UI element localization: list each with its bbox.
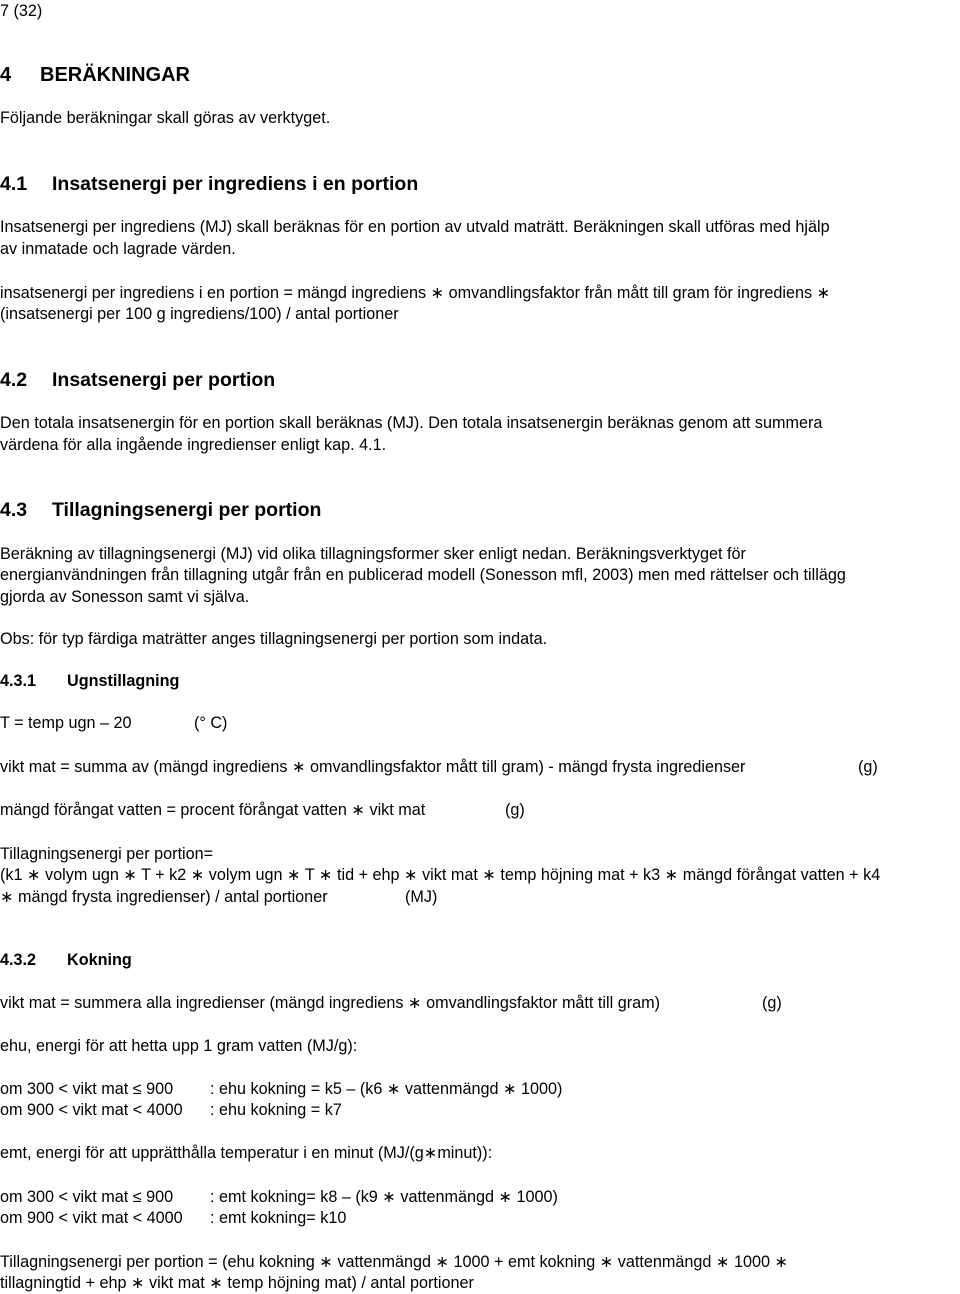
ehu-label: ehu, energi för att hetta upp 1 gram vatten (MJ/g): [0,1037,358,1055]
energy-formula-line: (k1 ∗ volym ugn ∗ T + k2 ∗ volym ugn ∗ T ∗ tid + ehp ∗ vikt mat ∗ temp höjning mat + k3 ∗ mängd förångat vatten + k4 [0,866,881,884]
obs-note: Obs: för typ färdiga maträtter anges tillagningsenergi per portion som indata. [0,630,548,648]
section-4-2-heading [0,368,275,392]
paragraph-line: värdena för alla ingående ingredienser enligt kap. 4.1. [0,436,387,454]
section-4-3-heading [0,498,321,522]
paragraph-line: Den totala insatsenergin för en portion skall beräknas (MJ). Den totala insatsenergin beräknas genom att summera [0,414,823,432]
section-number: 4.3 [0,499,28,521]
forangat-unit: (g) [505,801,525,819]
paragraph-line: gjorda av Sonesson samt vi själva. [0,588,250,606]
section-4-intro: Följande beräkningar skall göras av verktyget. [0,109,331,127]
vikt-mat-formula: vikt mat = summa av (mängd ingrediens ∗ omvandlingsfaktor mått till gram) - mängd frysta ingredienser [0,758,746,776]
emt-condition: om 900 < vikt mat < 4000 [0,1209,183,1227]
energy-formula-line: ∗ mängd frysta ingredienser) / antal portioner [0,888,328,906]
ehu-condition: om 300 < vikt mat ≤ 900 [0,1080,174,1098]
section-number: 4.3.2 [0,951,37,969]
section-title: Tillagningsenergi per portion [52,499,322,521]
energy-formula-line: tillagningtid + ehp ∗ vikt mat ∗ temp höjning mat) / antal portioner [0,1274,474,1292]
ehu-value: : ehu kokning = k7 [210,1101,342,1119]
paragraph-line: Beräkning av tillagningsenergi (MJ) vid olika tillagningsformer sker enligt nedan. Beräkningsverktyget för [0,545,746,563]
emt-label: emt, energi för att upprätthålla temperatur i en minut (MJ/(g∗minut)): [0,1144,493,1162]
ehu-value: : ehu kokning = k5 – (k6 ∗ vattenmängd ∗ 1000) [210,1080,563,1098]
t-formula: T = temp ugn – 20 [0,714,132,732]
section-title: Insatsenergi per portion [52,369,276,391]
section-number: 4 [0,64,12,86]
section-title: Kokning [67,951,132,969]
section-title: Ugnstillagning [67,672,180,690]
formula-line: insatsenergi per ingrediens i en portion = mängd ingrediens ∗ omvandlingsfaktor från mått till gram för ingrediens ∗ [0,284,831,302]
energy-formula-line: Tillagningsenergi per portion = (ehu kokning ∗ vattenmängd ∗ 1000 + emt kokning ∗ vattenmängd ∗ 1000 ∗ [0,1253,789,1271]
formula-line: (insatsenergi per 100 g ingrediens/100) / antal portioner [0,305,399,323]
page-number: 7 (32) [0,2,43,20]
emt-value: : emt kokning= k8 – (k9 ∗ vattenmängd ∗ 1000) [210,1188,558,1206]
energy-unit: (MJ) [405,888,438,906]
section-4-1-heading [0,172,418,196]
section-4-3-2-heading [0,950,132,970]
section-number: 4.2 [0,369,28,391]
vikt-mat-unit: (g) [858,758,878,776]
t-unit: (° C) [194,714,228,732]
section-4-heading [0,63,190,87]
ehu-condition: om 900 < vikt mat < 4000 [0,1101,183,1119]
paragraph-line: Insatsenergi per ingrediens (MJ) skall beräknas för en portion av utvald maträtt. Beräkningen skall utföras med hjälp [0,218,830,236]
vikt-mat-formula: vikt mat = summera alla ingredienser (mängd ingrediens ∗ omvandlingsfaktor mått till gram) [0,994,660,1012]
emt-value: : emt kokning= k10 [210,1209,347,1227]
section-number: 4.3.1 [0,672,37,690]
section-title: BERÄKNINGAR [40,64,190,86]
emt-condition: om 300 < vikt mat ≤ 900 [0,1188,174,1206]
section-title: Insatsenergi per ingrediens i en portion [52,173,419,195]
section-number: 4.1 [0,173,28,195]
forangat-formula: mängd förångat vatten = procent förångat vatten ∗ vikt mat [0,801,426,819]
section-4-3-1-heading [0,671,179,691]
vikt-mat-unit: (g) [762,994,782,1012]
energy-label: Tillagningsenergi per portion= [0,845,214,863]
paragraph-line: av inmatade och lagrade värden. [0,240,236,258]
paragraph-line: energianvändningen från tillagning utgår från en publicerad modell (Sonesson mfl, 2003) men med rättelser och tillägg [0,566,846,584]
